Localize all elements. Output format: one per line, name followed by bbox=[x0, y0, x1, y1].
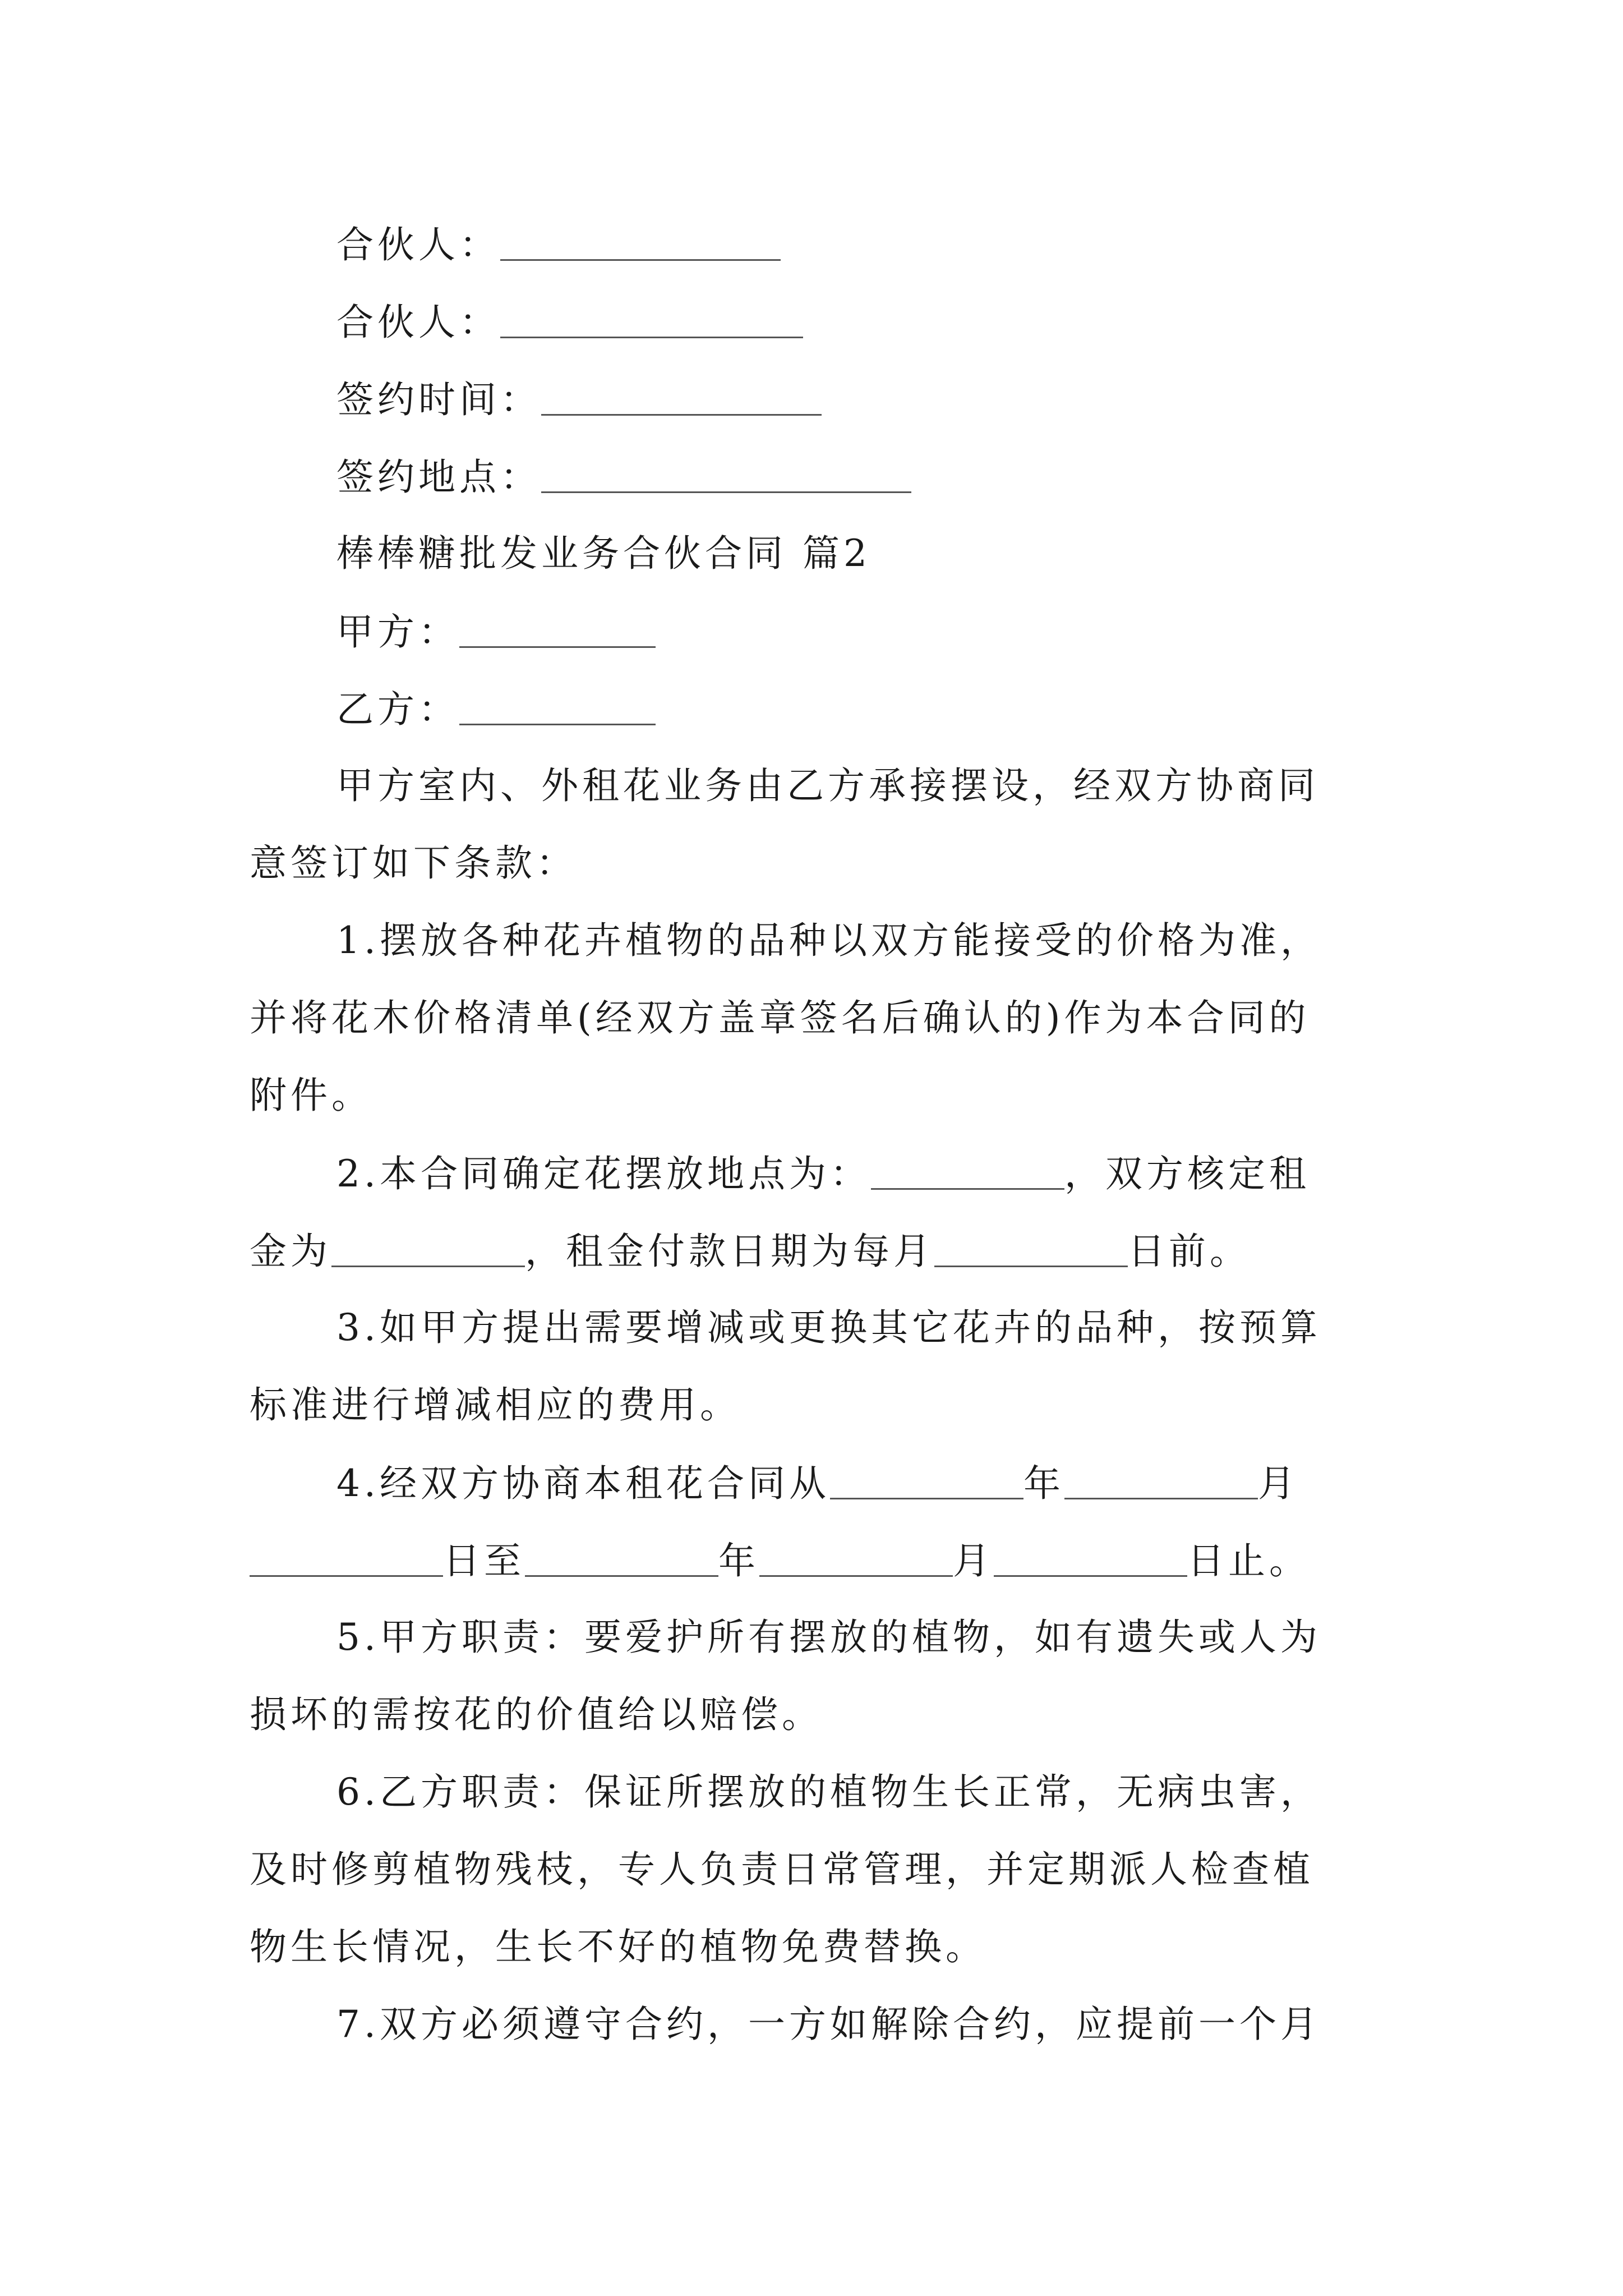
start-year-blank bbox=[830, 1464, 1023, 1499]
partner1-blank bbox=[500, 226, 781, 261]
clause-2-text-b: ，双方核定租 bbox=[1064, 1152, 1310, 1195]
start-day-blank bbox=[250, 1542, 443, 1577]
clause-4-line-2 bbox=[250, 1539, 1310, 1582]
clause-2-text-e: 日前。 bbox=[1128, 1230, 1251, 1273]
clause-4-year-2: 年 bbox=[718, 1539, 759, 1582]
clause-4-year-1: 年 bbox=[1023, 1462, 1064, 1505]
clause-7-line-1: 7.双方必须遵守合约，一方如解除合约，应提前一个月 bbox=[336, 2003, 1321, 2046]
intro-line-2: 意签订如下条款： bbox=[250, 841, 577, 885]
section-title: 棒棒糖批发业务合伙合同 篇2 bbox=[336, 532, 871, 575]
clause-1-line-1: 1.摆放各种花卉植物的品种以双方能接受的价格为准， bbox=[336, 919, 1321, 962]
party-a-blank bbox=[459, 613, 656, 648]
clause-1-line-2: 并将花木价格清单(经双方盖章签名后确认的)作为本合同的 bbox=[250, 996, 1310, 1039]
partner1-label: 合伙人： bbox=[336, 223, 500, 266]
clause-2-line-1 bbox=[336, 1154, 1310, 1193]
partner2-label: 合伙人： bbox=[336, 301, 500, 344]
location-blank bbox=[871, 1154, 1064, 1190]
sign-place-blank bbox=[541, 458, 911, 493]
clause-4-text-a: 4.经双方协商本租花合同从 bbox=[336, 1462, 830, 1505]
clause-6-line-3: 物生长情况，生长不好的植物免费替换。 bbox=[250, 1925, 986, 1968]
sign-time-line bbox=[336, 378, 822, 421]
clause-6-line-1: 6.乙方职责：保证所摆放的植物生长正常，无病虫害， bbox=[336, 1770, 1321, 1814]
clause-2-text-d: ，租金付款日期为每月 bbox=[525, 1230, 934, 1273]
end-day-blank bbox=[994, 1542, 1187, 1577]
rent-amount-blank bbox=[331, 1232, 525, 1267]
end-month-blank bbox=[759, 1542, 953, 1577]
partner2-blank bbox=[500, 303, 803, 338]
intro-line-1: 甲方室内、外租花业务由乙方承接摆设，经双方协商同 bbox=[336, 764, 1319, 807]
start-month-blank bbox=[1064, 1464, 1258, 1499]
party-a-label: 甲方： bbox=[336, 610, 459, 654]
party-b-blank bbox=[459, 690, 656, 725]
clause-5-line-1: 5.甲方职责：要爱护所有摆放的植物，如有遗失或人为 bbox=[336, 1616, 1321, 1659]
partner2-line bbox=[336, 301, 803, 344]
sign-place-label: 签约地点： bbox=[336, 455, 541, 499]
clause-4-day-end: 日止。 bbox=[1187, 1539, 1310, 1582]
party-a-line bbox=[336, 610, 656, 654]
payment-day-blank bbox=[934, 1232, 1128, 1267]
clause-2-text-a: 2.本合同确定花摆放地点为： bbox=[336, 1152, 871, 1195]
clause-3-line-1: 3.如甲方提出需要增减或更换其它花卉的品种，按预算 bbox=[336, 1306, 1321, 1349]
sign-time-blank bbox=[541, 380, 822, 416]
partner1-line bbox=[336, 223, 781, 266]
sign-time-label: 签约时间： bbox=[336, 378, 541, 421]
clause-4-day-to: 日至 bbox=[443, 1539, 525, 1582]
sign-place-line bbox=[336, 455, 911, 499]
clause-2-line-2 bbox=[250, 1230, 1251, 1273]
clause-6-line-2: 及时修剪植物残枝，专人负责日常管理，并定期派人检查植 bbox=[250, 1848, 1314, 1891]
clause-1-line-3: 附件。 bbox=[250, 1074, 372, 1117]
clause-2-text-c: 金为 bbox=[250, 1230, 331, 1273]
party-b-label: 乙方： bbox=[336, 688, 459, 731]
clause-3-line-2: 标准进行增减相应的费用。 bbox=[250, 1383, 741, 1427]
party-b-line bbox=[336, 688, 656, 731]
clause-4-month-1: 月 bbox=[1257, 1462, 1299, 1505]
clause-4-line-1 bbox=[336, 1462, 1299, 1505]
clause-5-line-2: 损坏的需按花的价值给以赔偿。 bbox=[250, 1693, 823, 1736]
end-year-blank bbox=[525, 1542, 718, 1577]
clause-4-month-2: 月 bbox=[953, 1539, 994, 1582]
